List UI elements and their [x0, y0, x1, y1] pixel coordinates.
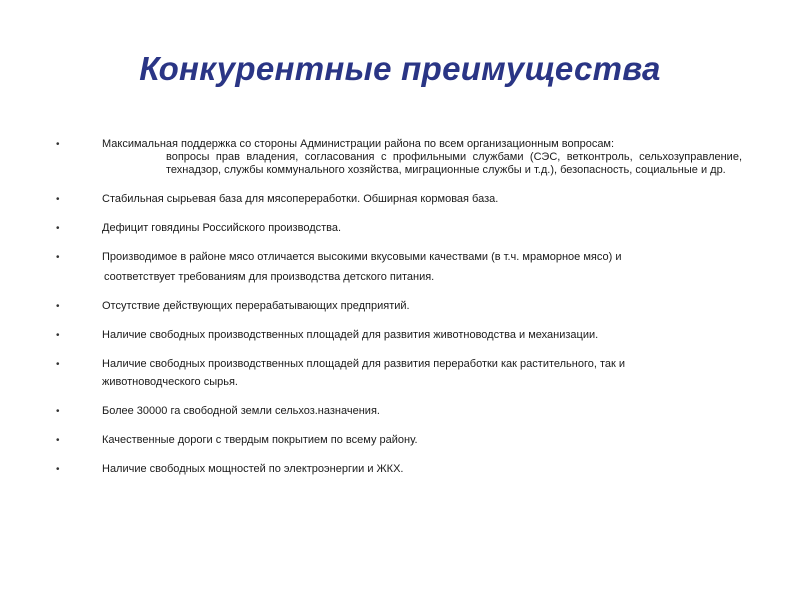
list-item — [56, 329, 746, 342]
bullet-icon: • — [56, 252, 60, 263]
list-item-text: Отсутствие действующих перерабатывающих предприятий. — [102, 300, 410, 312]
list-item-text-continued: соответствует требованиям для производства детского питания. — [104, 271, 435, 283]
slide-title: Конкурентные преимущества — [139, 50, 661, 87]
list-item-text: Наличие свободных мощностей по электроэнергии и ЖКХ. — [102, 463, 404, 475]
bullet-icon: • — [56, 359, 60, 370]
bullet-icon: • — [56, 464, 60, 475]
list-item-text: Более 30000 га свободной земли сельхоз.назначения. — [102, 405, 380, 417]
list-item-text: Качественные дороги с твердым покрытием по всему району. — [102, 434, 418, 446]
list-item-text: Максимальная поддержка со стороны Администрации района по всем организационным вопросам: — [102, 138, 615, 150]
list-item-text-continued: животноводческого сырья. — [102, 376, 238, 388]
bullet-icon: • — [56, 194, 60, 205]
list-item-text: Наличие свободных производственных площадей для развития переработки как растительного, так и — [102, 358, 626, 370]
list-item — [56, 405, 746, 418]
list-item-text: Наличие свободных производственных площадей для развития животноводства и механизации. — [102, 329, 599, 341]
bullet-icon: • — [56, 223, 60, 234]
bullet-icon: • — [56, 139, 60, 150]
bullet-icon: • — [56, 330, 60, 341]
list-item — [56, 251, 746, 284]
list-item — [56, 463, 746, 476]
bullet-icon: • — [56, 301, 60, 312]
list-item-text: Дефицит говядины Российского производства. — [102, 222, 342, 234]
list-item — [56, 358, 746, 389]
list-item — [56, 300, 746, 313]
list-item-text: Производимое в районе мясо отличается высокими вкусовыми качествами (в т.ч. мраморное мясо) и — [102, 251, 622, 263]
list-item-text-continued: вопросы прав владения, согласования с профильными службами (СЭС, ветконтроль, сельхозуправление, технадзор, службы коммунального хозяйства, миграционные службы и т.д.), безопасность, социальные и др. — [166, 151, 742, 176]
list-item — [56, 222, 746, 235]
bullet-icon: • — [56, 435, 60, 446]
bullet-icon: • — [56, 406, 60, 417]
bullet-list — [56, 138, 746, 492]
list-item — [56, 193, 746, 206]
list-item-text: Стабильная сырьевая база для мясопереработки. Обширная кормовая база. — [102, 193, 499, 205]
list-item — [56, 138, 746, 177]
list-item — [56, 434, 746, 447]
